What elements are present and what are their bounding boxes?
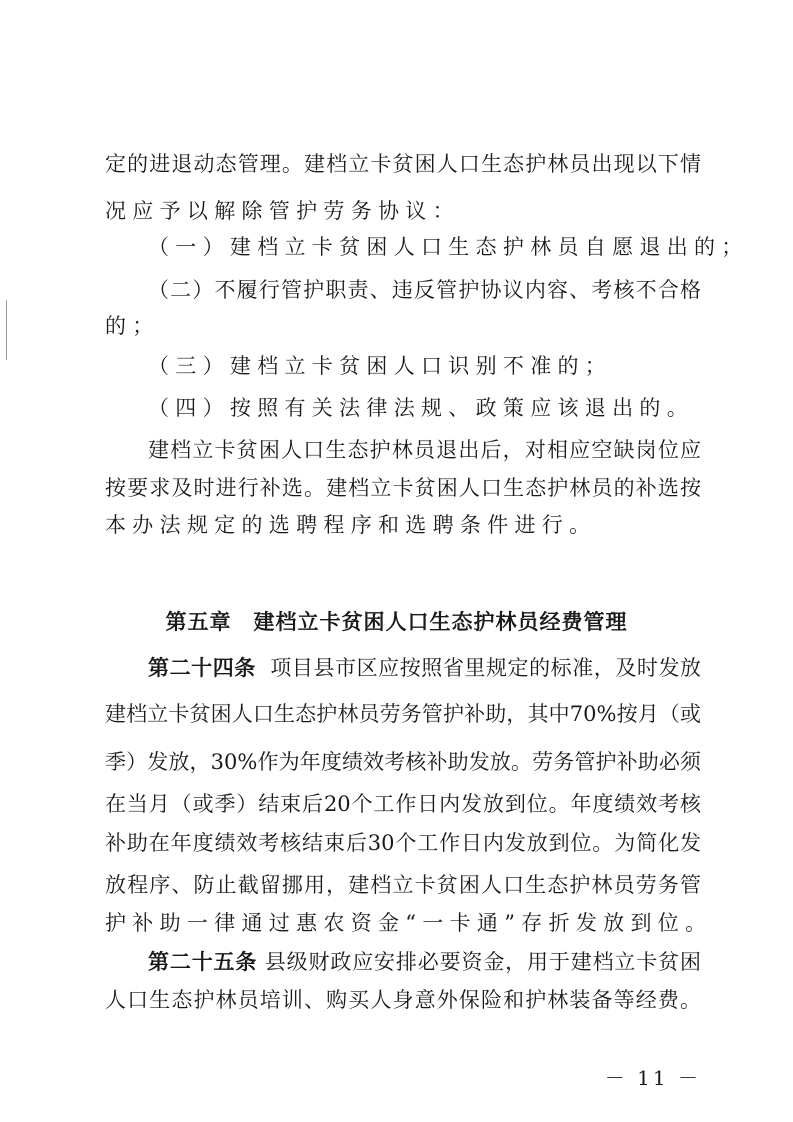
list-item: （四）按照有关法律法规、政策应该退出的。	[148, 396, 694, 420]
paragraph-line: 定的进退动态管理。建档立卡贫困人口生态护林员出现以下情	[105, 152, 701, 176]
paragraph-line: 护补助一律通过惠农资金“一卡通”存折发放到位。	[105, 911, 713, 935]
article-label: 第二十四条	[148, 656, 256, 680]
paragraph-line: 人口生态护林员培训、购买人身意外保险和护林装备等经费。	[105, 988, 701, 1012]
scan-margin-mark	[6, 300, 7, 360]
chapter-heading: 第五章 建档立卡贫困人口生态护林员经费管理	[165, 610, 628, 634]
paragraph-line: 建档立卡贫困人口生态护林员退出后，对相应空缺岗位应	[148, 438, 701, 462]
article-label: 第二十五条	[148, 950, 258, 974]
list-item: （三）建档立卡贫困人口识别不准的；	[148, 354, 613, 378]
article-first-line	[148, 654, 701, 682]
list-item: （一）建档立卡贫困人口生态护林员自愿退出的；	[148, 235, 749, 259]
paragraph-line: 况应予以解除管护劳务协议：	[105, 199, 460, 223]
paragraph-line: 放程序、防止截留挪用，建档立卡贫困人口生态护林员劳务管	[105, 873, 701, 897]
paragraph-line: 按要求及时进行补选。建档立卡贫困人口生态护林员的补选按	[105, 476, 701, 500]
article-text: 县级财政应安排必要资金，用于建档立卡贫困	[264, 950, 701, 974]
paragraph-line: 补助在年度绩效考核结束后30个工作日内发放到位。为简化发	[105, 831, 701, 855]
list-item-continuation: 的；	[105, 314, 160, 338]
paragraph-line: 季）发放，30%作为年度绩效考核补助发放。劳务管护补助必须	[105, 750, 701, 774]
paragraph-line: 建档立卡贫困人口生态护林员劳务管护补助，其中70%按月（或	[105, 702, 701, 726]
article-text: 项目县市区应按照省里规定的标准，及时发放	[270, 656, 702, 680]
article-first-line	[148, 948, 701, 976]
paragraph-line: 本办法规定的选聘程序和选聘条件进行。	[105, 513, 597, 537]
list-item: （二）不履行管护职责、违反管护协议内容、考核不合格	[148, 278, 701, 302]
page-number: － 11 －	[604, 1066, 701, 1090]
paragraph-line: 在当月（或季）结束后20个工作日内发放到位。年度绩效考核	[105, 792, 701, 816]
